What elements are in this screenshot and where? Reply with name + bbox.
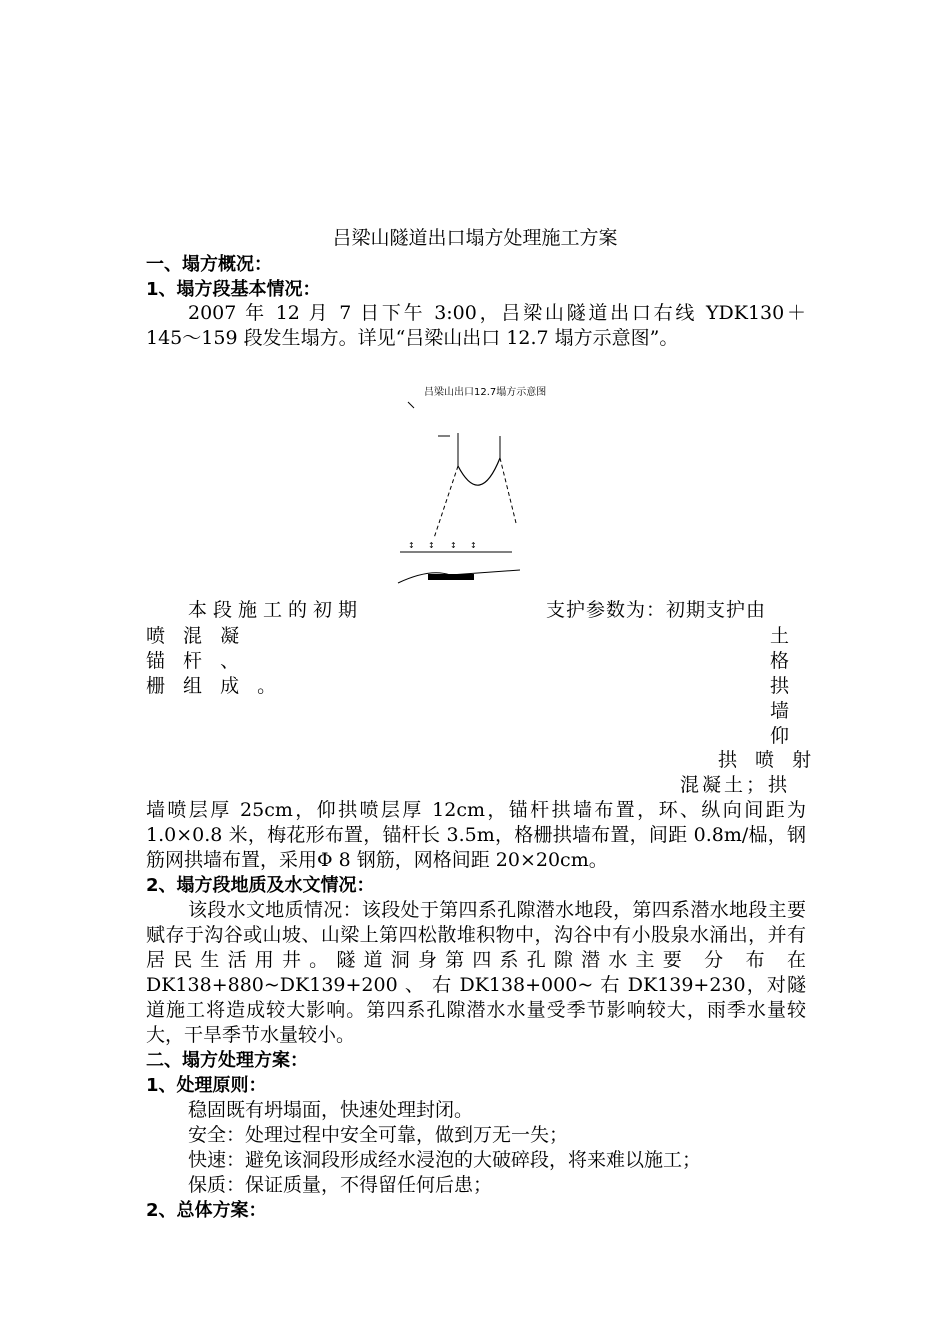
subheading-principles: 1、处理原则： [146,1075,267,1096]
collapse-sketch-figure [390,378,547,588]
principle-item: 稳固既有坍塌面，快速处理封闭。 [188,1099,474,1121]
subheading-basic-info: 1、塌方段基本情况： [146,279,321,300]
support-text-right: 支护参数为：初期支护由 [546,599,767,621]
support-col2-char-5: 仰 [770,725,790,747]
section-heading-plan: 二、塌方处理方案： [146,1050,308,1071]
station-mark-4: ↕ [470,541,477,550]
geology-paragraph: 该段水文地质情况：该段处于第四系孔隙潜水地段，第四系潜水地段主要赋存于沟谷或山坡、山梁上第四松散堆积物中，沟谷中有小股泉水涌出，并有居民生活用井。隧道洞身第四系孔隙潜水主要 分 布 在 DK138+880~DK139+200 、 右 DK138+000~ 右 DK139+230，对隧道施工将造成较大影响。第四系孔隙潜水水量受季节影响较大，雨季水量较大，干旱季节水量较小。 [146,899,806,1046]
subheading-geology: 2、塌方段地质及水文情况： [146,875,375,896]
support-line-b: 混凝土；拱 [680,774,791,796]
figure-caption: 吕梁山出口12.7塌方示意图 [424,387,547,398]
station-mark-1: ↕ [408,541,415,550]
pointer-line [408,402,414,408]
section-heading-overview: 一、塌方概况： [146,254,272,275]
tunnel-left-outline [434,466,458,538]
support-col2-char-4: 墙 [770,700,790,722]
support-col1-line-3: 栅 组 成 。 [146,675,283,697]
basic-info-line-2: 145～159 段发生塌方。详见“吕梁山出口 12.7 塌方示意图”。 [146,327,679,349]
collapse-debris [428,574,474,580]
support-col2-char-1: 土 [770,625,790,647]
support-line-a: 拱 喷 射 [718,749,818,771]
basic-info-line-1: 2007 年 12 月 7 日下午 3:00，吕梁山隧道出口右线 YDK130＋ [188,302,806,324]
station-mark-3: ↕ [450,541,457,550]
subheading-overall-plan: 2、总体方案： [146,1200,267,1221]
tunnel-right-outline [500,458,516,523]
support-col1-line-1: 喷 混 凝 [146,625,246,647]
station-mark-2: ↕ [428,541,435,550]
support-col2-char-3: 拱 [770,675,790,697]
support-col2-char-2: 格 [770,650,790,672]
principle-item: 快速：避免该洞段形成经水浸泡的大破碎段，将来难以施工； [188,1149,702,1171]
support-text-left: 本段施工的初期 [188,599,364,621]
principle-item: 保质：保证质量，不得留任何后患； [188,1174,493,1196]
principle-item: 安全：处理过程中安全可靠，做到万无一失； [188,1124,569,1146]
page-title: 吕梁山隧道出口塌方处理施工方案 [332,227,618,249]
collapse-cavity-arc [458,458,500,485]
support-paragraph: 墙喷层厚 25cm，仰拱喷层厚 12cm，锚杆拱墙布置，环、纵向间距为 1.0×0.8 米，梅花形布置，锚杆长 3.5m，格栅拱墙布置，间距 0.8m/榀，钢筋网拱墙布置，采用Φ 8 钢筋，网格间距 20×20cm。 [146,799,806,871]
support-col1-line-2: 锚 杆 、 [146,650,246,672]
